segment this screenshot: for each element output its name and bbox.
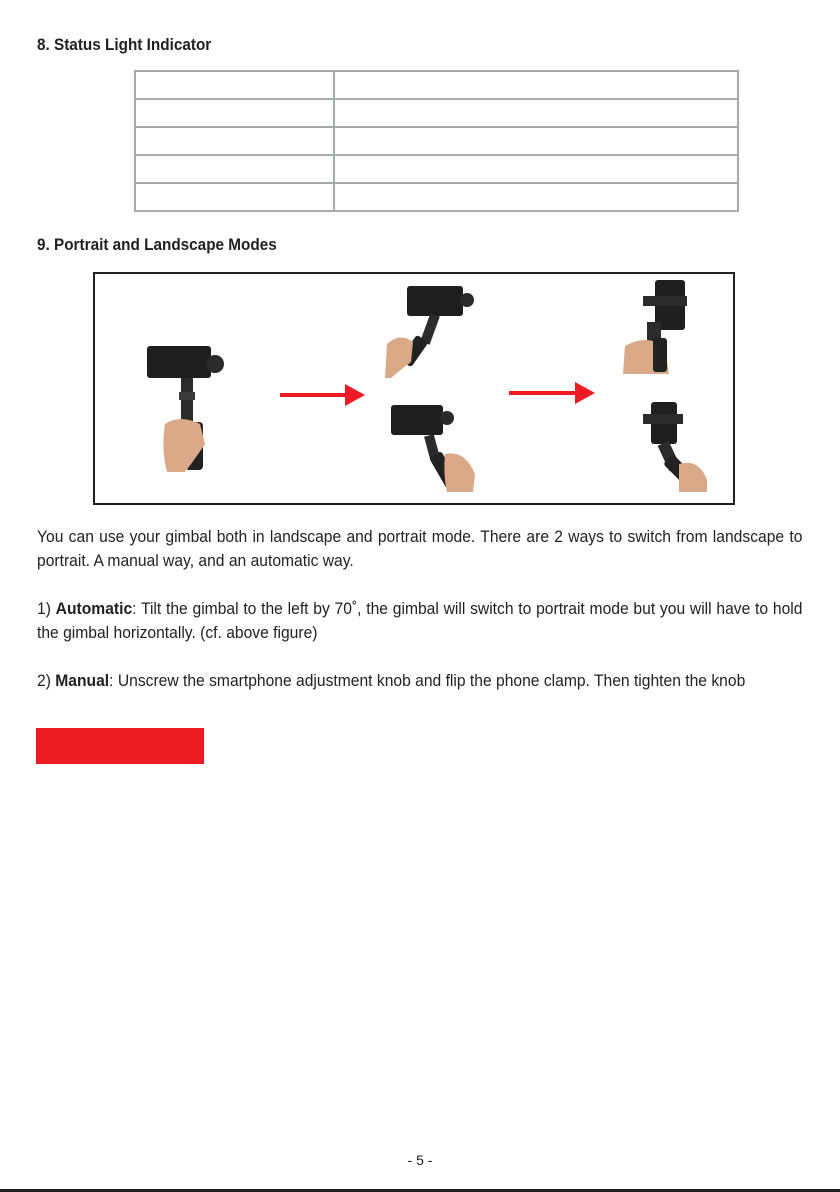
status-light-cell xyxy=(135,71,334,99)
red-highlight-bar xyxy=(36,728,204,764)
manual-label: Manual xyxy=(55,671,110,690)
gimbal-tilt-bottom-image xyxy=(391,405,475,492)
intro-paragraph: You can use your gimbal both in landscape and portrait mode. There are 2 ways to switch from landscape to portrait. A manual way, and an automatic way. xyxy=(37,527,803,570)
status-table-row xyxy=(135,183,738,211)
status-light-cell xyxy=(135,127,334,155)
status-table-row xyxy=(135,99,738,127)
modes-illustration xyxy=(95,274,733,503)
status-light-cell xyxy=(135,155,334,183)
automatic-paragraph xyxy=(37,597,802,645)
status-meaning-cell xyxy=(334,183,738,211)
gimbal-landscape-image xyxy=(147,346,224,472)
section-9-heading: 9. Portrait and Landscape Modes xyxy=(37,235,277,254)
automatic-text: : Tilt the gimbal to the left by 70˚, the gimbal will switch to portrait mode but you will have to hold the gimbal horizontally. (cf. above figure) xyxy=(37,599,803,642)
manual-paragraph xyxy=(37,669,802,693)
status-table-row xyxy=(135,155,738,183)
section-8-heading: 8. Status Light Indicator xyxy=(37,35,212,54)
status-light-cell xyxy=(135,183,334,211)
status-meaning-cell xyxy=(334,99,738,127)
status-meaning-cell xyxy=(334,127,738,155)
status-meaning-cell xyxy=(334,155,738,183)
manual-text: : Unscrew the smartphone adjustment knob and flip the phone clamp. Then tighten the knob xyxy=(109,671,746,690)
gimbal-tilt-image xyxy=(385,286,474,378)
arrow-right-icon-2 xyxy=(509,382,595,404)
gimbal-portrait-bottom-image xyxy=(643,402,707,492)
arrow-right-icon xyxy=(280,384,365,406)
page-number: - 5 - xyxy=(407,1152,433,1168)
gimbal-portrait-image xyxy=(623,280,687,374)
status-light-table xyxy=(134,70,739,212)
manual-prefix: 2) xyxy=(37,671,56,690)
status-table-row xyxy=(135,127,738,155)
modes-figure xyxy=(93,272,735,505)
automatic-prefix: 1) xyxy=(37,599,56,618)
status-table-row xyxy=(135,71,738,99)
automatic-label: Automatic xyxy=(55,599,133,618)
status-light-cell xyxy=(135,99,334,127)
status-meaning-cell xyxy=(334,71,738,99)
